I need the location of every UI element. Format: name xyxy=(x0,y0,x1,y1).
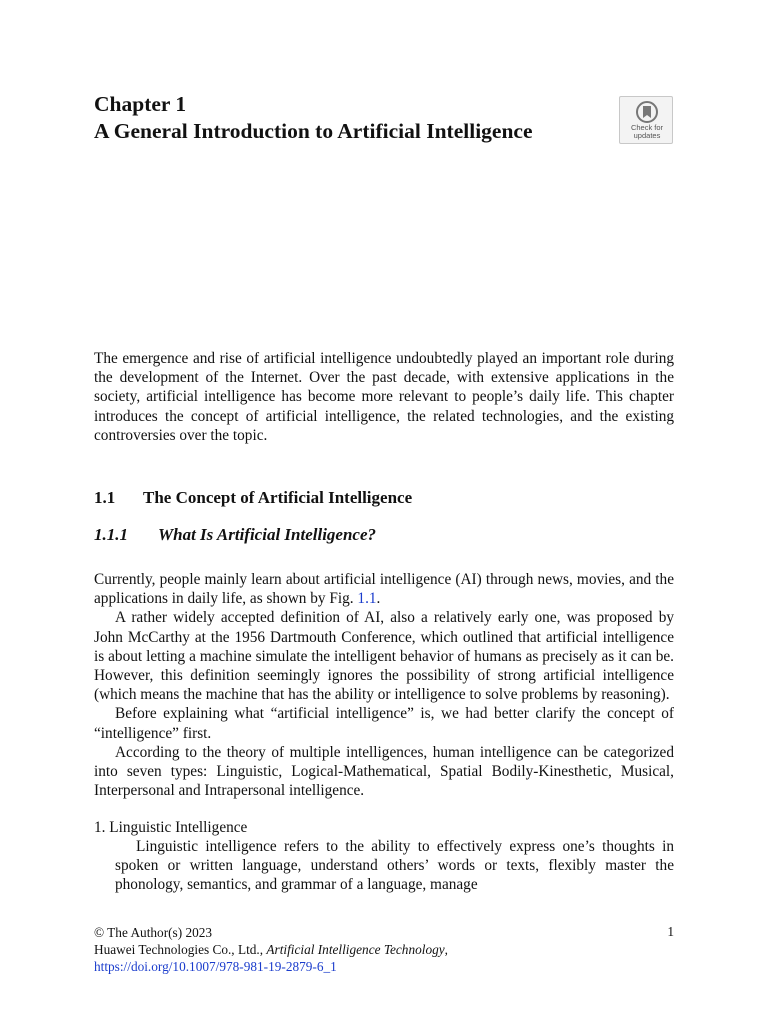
figure-reference-link[interactable]: 1.1 xyxy=(357,590,377,608)
copyright-line: © The Author(s) 2023 xyxy=(94,925,213,940)
page-number: 1 xyxy=(667,924,674,939)
check-for-updates-badge[interactable] xyxy=(619,96,673,144)
chapter-abstract: The emergence and rise of artificial intelligence undoubtedly played an important role during the development of the Internet. Over the past decade, with extensive applications in the society, artificial intelligence has become more relevant to people’s daily life. This chapter introduces the concept of artificial intelligence, the related technologies, and the existing controversies over the topic. xyxy=(94,350,674,444)
book-title: Artificial Intelligence Technology xyxy=(266,942,445,957)
paragraph-2: A rather widely accepted definition of AI, also a relatively early one, was proposed by John McCarthy at the 1956 Dartmouth Conference, which outlined that artificial intelligence is about letting a machine simulate the intelligent behavior of humans as precisely as it can be. However, this definition seemingly ignores the possibility of strong artificial intelligence (which means the machine that has the ability or intelligence to solve problems by reasoning). xyxy=(94,609,674,704)
list-item-label: 1. Linguistic Intelligence xyxy=(94,819,248,836)
list-item-body: Linguistic intelligence refers to the ability to effectively express one’s thoughts in spoken or written language, understand others’ words or texts, flexibly master the phonology, semantics, and grammar of a language, manage xyxy=(115,838,674,894)
chapter-title: A General Introduction to Artificial Intelligence xyxy=(94,119,533,143)
subsection-title: What Is Artificial Intelligence? xyxy=(158,525,377,544)
chapter-label: Chapter 1 xyxy=(94,92,187,116)
subsection-heading xyxy=(94,525,376,545)
paragraph-3: Before explaining what “artificial intelligence” is, we had better clarify the concept of “intelligence” first. xyxy=(94,705,674,742)
section-heading xyxy=(94,488,412,508)
badge-label: Check for updates xyxy=(630,123,664,140)
section-title: The Concept of Artificial Intelligence xyxy=(143,488,413,507)
subsection-number: 1.1.1 xyxy=(94,525,128,544)
footer xyxy=(94,924,674,975)
publisher-line: Huawei Technologies Co., Ltd., Artificial Intelligence Technology, xyxy=(94,942,448,957)
section-number: 1.1 xyxy=(94,488,116,507)
doi-link[interactable]: https://doi.org/10.1007/978-981-19-2879-6_1 xyxy=(94,959,337,974)
paragraph-1: Currently, people mainly learn about artificial intelligence (AI) through news, movies, and the applications in daily life, as shown by Fig. 1.1. xyxy=(94,571,674,608)
paragraph-4: According to the theory of multiple intelligences, human intelligence can be categorized into seven types: Linguistic, Logical-Mathematical, Spatial Bodily-Kinesthetic, Musical, Interpersonal and Intrapersonal intelligence. xyxy=(94,743,674,800)
bookmark-check-icon xyxy=(636,101,658,123)
body-text xyxy=(94,570,674,800)
